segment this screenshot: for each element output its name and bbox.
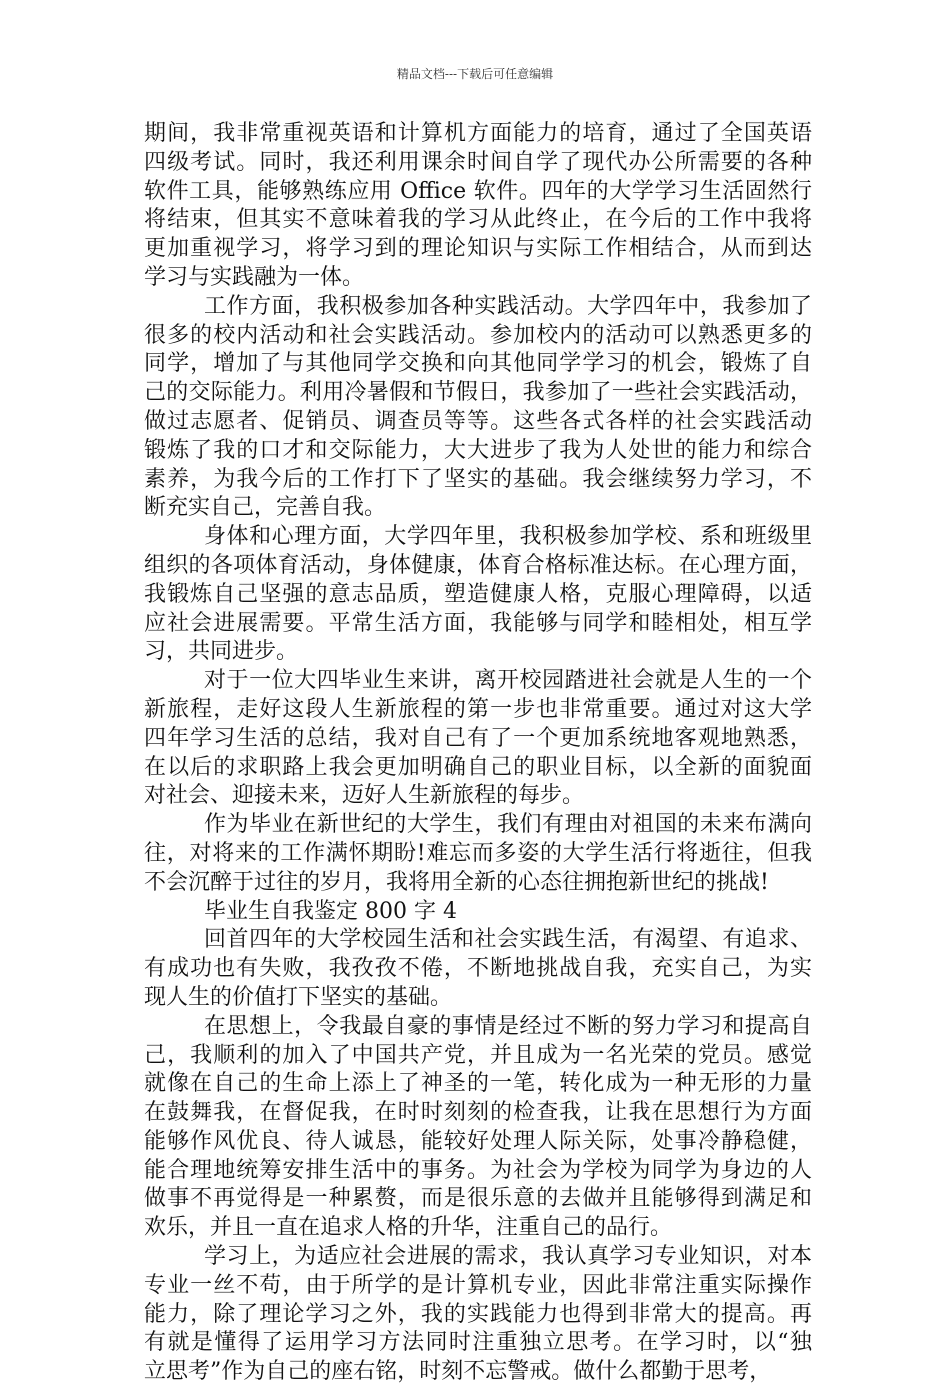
text-line: 毕业生自我鉴定 800 字 4 — [204, 898, 457, 924]
text-line: 更加重视学习，将学习到的理论知识与实际工作相结合，从而到达 — [144, 236, 812, 262]
paragraph-work — [144, 293, 812, 523]
paragraph-study-continued — [144, 120, 812, 293]
text-line: 回首四年的大学校园生活和社会实践生活，有渴望、有追求、 — [204, 927, 812, 953]
text-line: 组织的各项体育活动，身体健康，体育合格标准达标。在心理方面， — [144, 552, 812, 578]
text-line: 作为毕业在新世纪的大学生，我们有理由对祖国的未来布满向 — [204, 812, 812, 838]
text-line: 我锻炼自己坚强的意志品质，塑造健康人格，克服心理障碍，以适 — [144, 581, 812, 607]
text-line: 做过志愿者、促销员、调查员等等。这些各式各样的社会实践活动 — [144, 408, 812, 434]
section-title — [144, 898, 812, 927]
text-line: 应社会进展需要。平常生活方面，我能够与同学和睦相处，相互学 — [144, 610, 812, 636]
text-line: 能合理地统筹安排生活中的事务。为社会为学校为同学为身边的人 — [144, 1157, 812, 1183]
text-line: 四级考试。同时，我还利用课余时间自学了现代办公所需要的各种 — [144, 149, 812, 175]
paragraph-body-mind — [144, 523, 812, 667]
text-line: 有成功也有失败，我孜孜不倦，不断地挑战自我，充实自己，为实 — [144, 956, 812, 982]
text-line: 在思想上，令我最自豪的事情是经过不断的努力学习和提高自 — [204, 1013, 812, 1039]
text-line: 做事不再觉得是一种累赘，而是很乐意的去做并且能够得到满足和 — [144, 1186, 812, 1212]
text-line: 锻炼了我的口才和交际能力，大大进步了我为人处世的能力和综合 — [144, 437, 812, 463]
text-line: 对社会、迎接未来，迈好人生新旅程的每步。 — [144, 783, 585, 809]
paragraph-new-century — [144, 811, 812, 897]
paragraph-new-journey — [144, 667, 812, 811]
text-line: 学习与实践融为一体。 — [144, 264, 365, 290]
text-line: 就像在自己的生命上添上了神圣的一笔，转化成为一种无形的力量 — [144, 1071, 812, 1097]
text-line: 将结束，但其实不意味着我的学习从此终止，在今后的工作中我将 — [144, 207, 812, 233]
paragraph-learning — [144, 1243, 812, 1387]
text-line: 四年学习生活的总结，我对自己有了一个更加系统地客观地熟悉， — [144, 725, 812, 751]
text-line: 在以后的求职路上我会更加明确自己的职业目标，以全新的面貌面 — [144, 754, 812, 780]
text-line: 己的交际能力。利用冷暑假和节假日，我参加了一些社会实践活动， — [144, 380, 812, 406]
text-line: 习，共同进步。 — [144, 639, 299, 665]
text-line: 很多的校内活动和社会实践活动。参加校内的活动可以熟悉更多的 — [144, 322, 812, 348]
document-body — [144, 120, 812, 1387]
text-line: 立思考”作为自己的座右铭，时刻不忘警戒。做什么都勤于思考， — [144, 1359, 772, 1385]
text-line: 断充实自己，完善自我。 — [144, 495, 387, 521]
text-line: 同学，增加了与其他同学交换和向其他同学学习的机会，锻炼了自 — [144, 351, 812, 377]
text-line: 期间，我非常重视英语和计算机方面能力的培育，通过了全国英语 — [144, 121, 812, 146]
text-line: 能力，除了理论学习之外，我的实践能力也得到非常大的提高。再 — [144, 1301, 812, 1327]
text-line: 不会沉醉于过往的岁月，我将用全新的心态往拥抱新世纪的挑战! — [144, 869, 769, 895]
text-line: 软件工具，能够熟练应用 Office 软件。四年的大学学习生活固然行 — [144, 178, 812, 204]
text-line: 能够作风优良、待人诚恳，能较好处理人际关际，处事冷静稳健， — [144, 1128, 812, 1154]
text-line: 新旅程，走好这段人生新旅程的第一步也非常重要。通过对这大学 — [144, 696, 812, 722]
text-line: 有就是懂得了运用学习方法同时注重独立思考。在学习时，以“独 — [144, 1330, 812, 1356]
text-line: 现人生的价值打下坚实的基础。 — [144, 984, 453, 1010]
text-line: 在鼓舞我，在督促我，在时时刻刻的检查我，让我在思想行为方面 — [144, 1100, 812, 1126]
text-line: 素养，为我今后的工作打下了坚实的基础。我会继续努力学习，不 — [144, 466, 812, 492]
page-header: 精品文档---下载后可任意编辑 — [396, 67, 554, 81]
text-line: 往，对将来的工作满怀期盼!难忘而多姿的大学生活行将逝往，但我 — [144, 840, 812, 866]
paragraph-ideology — [144, 1013, 812, 1243]
text-line: 身体和心理方面，大学四年里，我积极参加学校、系和班级里 — [204, 524, 812, 550]
text-line: 专业一丝不苟，由于所学的是计算机专业，因此非常注重实际操作 — [144, 1272, 812, 1298]
text-line: 学习上，为适应社会进展的需求，我认真学习专业知识，对本 — [204, 1244, 812, 1270]
text-line: 对于一位大四毕业生来讲，离开校园踏进社会就是人生的一个 — [204, 668, 812, 694]
text-line: 工作方面，我积极参加各种实践活动。大学四年中，我参加了 — [204, 293, 812, 319]
text-line: 己，我顺利的加入了中国共产党，并且成为一名光荣的党员。感觉 — [144, 1042, 812, 1068]
paragraph-review — [144, 926, 812, 1012]
text-line: 欢乐，并且一直在追求人格的升华，注重自己的品行。 — [144, 1215, 673, 1241]
